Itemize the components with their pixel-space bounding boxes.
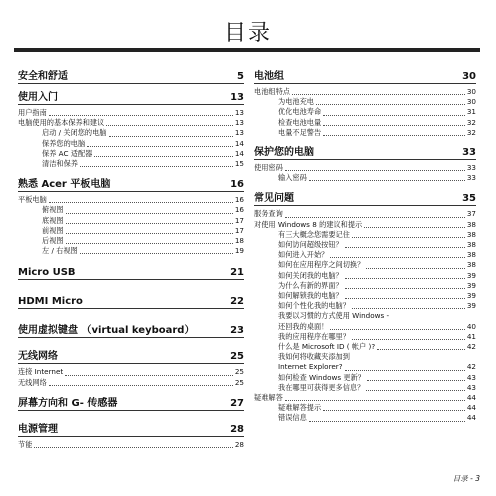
entry-page-number: 25 [234,377,244,387]
toc-entry[interactable] [18,128,244,138]
toc-section-heading[interactable] [254,146,476,160]
dot-leader [80,253,233,254]
entry-title: 底视图 [42,215,64,225]
dot-leader [352,237,465,238]
dot-leader [66,233,233,234]
dot-leader [345,298,465,299]
entry-page-number: 30 [466,97,476,107]
toc-entry[interactable] [18,149,244,159]
entry-page-number: 15 [234,159,244,169]
toc-entry[interactable] [254,230,476,240]
dot-leader [285,217,465,218]
entry-title: 为电池充电 [278,97,314,107]
section-page-number: 33 [462,147,476,159]
entry-title: 电量不足警告 [278,127,322,137]
entry-page-number: 38 [466,219,476,229]
entry-title: 使用密码 [254,163,283,173]
entry-title: 为什么有新的界面？ [278,280,343,290]
toc-entry[interactable] [18,440,244,450]
entry-title: 如何访问超级按钮？ [278,240,343,250]
toc-entry[interactable] [254,87,476,97]
toc-entry[interactable] [254,352,476,362]
toc-entry[interactable] [254,342,476,352]
toc-entry[interactable] [254,322,476,332]
toc-entry[interactable] [254,163,476,173]
section-page-number: 16 [230,179,244,191]
dot-leader [366,390,465,391]
dot-leader [34,447,232,448]
toc-entry[interactable] [18,226,244,236]
section-page-number: 30 [462,71,476,82]
toc-entry[interactable] [18,118,244,128]
toc-left-column [18,70,244,450]
section-page-number: 5 [237,71,244,82]
entry-title: 我在哪里可获得更多信息？ [278,382,365,392]
entry-page-number: 38 [466,240,476,250]
entry-title: 左 / 右视图 [42,246,78,256]
entry-title: 我如何将收藏夹添加到 [278,352,350,362]
entry-page-number: 38 [466,229,476,239]
dot-leader [49,202,233,203]
entry-title: Internet Explorer? [278,362,343,372]
entry-title: 俯视图 [42,205,64,215]
entry-title: 前视图 [42,225,64,235]
dot-leader [352,339,465,340]
toc-entry[interactable] [254,240,476,250]
toc-entry[interactable] [254,373,476,383]
entry-title: 电脑使用的基本保养和建议 [18,118,105,128]
entry-title: 如何个性化我的电脑？ [278,301,350,311]
toc-entry[interactable] [18,159,244,169]
dot-leader [367,380,465,381]
dot-leader [323,135,465,136]
toc-entry[interactable] [18,216,244,226]
dot-leader [309,180,465,181]
entry-title: 如何进入开始？ [278,250,329,260]
entry-title: 电池组特点 [254,87,290,96]
toc-entry[interactable] [254,97,476,107]
section-title: 熟悉 Acer 平板电脑 [18,179,111,191]
toc-section-heading[interactable] [18,178,244,192]
dot-leader [109,136,233,137]
entry-page-number: 19 [234,246,244,256]
dot-leader [345,288,465,289]
dot-leader [364,227,465,228]
toc-entry[interactable] [254,403,476,413]
dot-leader [66,243,233,244]
section-page-number: 28 [230,423,244,435]
section-title: 屏幕方向和 G- 传感器 [18,397,118,409]
toc-entry[interactable] [18,246,244,256]
entry-title: 检查电池电量 [278,117,322,127]
toc-section-heading[interactable] [18,91,244,105]
entry-title: 清洁和保养 [42,159,78,169]
toc-entry[interactable] [254,209,476,219]
section-page-number: 23 [230,325,244,337]
entry-page-number: 17 [234,225,244,235]
toc-entry[interactable] [18,139,244,149]
entry-page-number: 38 [466,250,476,260]
toc-entry[interactable] [18,205,244,215]
section-title: 常见问题 [254,193,294,205]
entry-page-number: 44 [466,393,476,403]
entry-title: 疑难解答 [254,393,283,403]
section-title: 电源管理 [18,423,58,435]
toc-entry[interactable] [254,383,476,393]
entry-title: 无线网络 [18,377,47,387]
entry-title: 服务查询 [254,209,283,219]
section-title: 保护您的电脑 [254,147,314,159]
entry-title: 如何检查 Windows 更新？ [278,372,365,382]
dot-leader [49,385,233,386]
entry-page-number: 31 [466,107,476,117]
entry-title: 启动 / 关闭您的电脑 [42,128,107,138]
toc-section-heading[interactable] [254,70,476,84]
dot-leader [106,125,233,126]
toc-entry[interactable] [254,250,476,260]
entry-title: 保养 AC 适配器 [42,148,93,158]
dot-leader [330,329,465,330]
dot-leader [345,370,465,371]
dot-leader [66,223,233,224]
entry-page-number: 32 [466,117,476,127]
entry-title: 平板电脑 [18,195,47,205]
entry-page-number: 39 [466,291,476,301]
section-page-number: 25 [230,351,244,363]
toc-entry[interactable] [254,362,476,372]
entry-page-number: 44 [466,403,476,413]
entry-title: 连接 Internet [18,367,64,377]
entry-title: 如何解锁我的电脑？ [278,291,343,301]
entry-title: 保养您的电脑 [42,138,86,148]
entry-page-number: 28 [234,439,244,449]
toc-section-heading[interactable] [254,192,476,206]
dot-leader [285,400,465,401]
dot-leader [87,146,233,147]
section-page-number: 35 [462,193,476,205]
entry-page-number: 14 [234,138,244,148]
toc-entry[interactable] [254,393,476,403]
dot-leader [49,115,233,116]
toc-entry[interactable] [18,378,244,388]
toc-entry[interactable] [18,108,244,118]
toc-entry[interactable] [254,107,476,117]
entry-page-number: 25 [234,367,244,377]
toc-entry[interactable] [254,301,476,311]
toc-entry[interactable] [254,311,476,321]
dot-leader [323,125,465,126]
entry-page-number: 30 [466,87,476,96]
entry-page-number: 39 [466,270,476,280]
dot-leader [285,170,465,171]
toc-entry[interactable] [18,195,244,205]
entry-page-number: 17 [234,215,244,225]
entry-title: 节能 [18,439,33,449]
entry-page-number: 13 [234,118,244,128]
entry-page-number: 33 [466,163,476,173]
entry-title: 什么是 Microsoft ID ( 帐户 )? [278,342,376,352]
entry-page-number: 40 [466,321,476,331]
dot-leader [377,349,465,350]
entry-title: 错误信息 [278,413,307,423]
dot-leader [65,375,233,376]
entry-title: 用户指南 [18,108,47,117]
entry-title: 对使用 Windows 8 的建议和提示 [254,219,363,229]
page-footer: 目录 - 3 [452,474,480,483]
toc-entry[interactable] [254,291,476,301]
toc-entry[interactable] [254,413,476,423]
section-title: 使用虚拟键盘 （virtual keyboard） [18,325,195,337]
toc-section-heading[interactable] [18,70,244,84]
entry-page-number: 38 [466,260,476,270]
entry-page-number: 39 [466,280,476,290]
section-title: 电池组 [254,71,284,82]
toc-section-heading[interactable] [18,350,244,364]
entry-page-number: 43 [466,372,476,382]
toc-section-heading[interactable] [18,295,244,309]
dot-leader [309,421,465,422]
entry-title: 疑难解答提示 [278,403,322,413]
toc-entry[interactable] [18,236,244,246]
toc-entry[interactable] [254,332,476,342]
entry-page-number: 14 [234,148,244,158]
toc-entry[interactable] [254,271,476,281]
section-title: HDMI Micro [18,296,83,308]
section-page-number: 13 [230,92,244,103]
dot-leader [323,410,465,411]
toc-entry[interactable] [254,281,476,291]
entry-title: 我要以习惯的方式使用 Windows - [278,311,390,321]
toc-entry[interactable] [254,220,476,230]
entry-page-number: 44 [466,413,476,423]
section-title: 无线网络 [18,351,58,363]
section-title: 安全和舒适 [18,71,68,82]
toc-entry[interactable] [18,367,244,377]
entry-page-number: 18 [234,236,244,246]
section-title: 使用入门 [18,92,58,103]
dot-leader [352,308,465,309]
dot-leader [330,257,465,258]
section-title: Micro USB [18,267,76,279]
toc-section-heading[interactable] [18,423,244,437]
dot-leader [366,268,465,269]
entry-page-number: 13 [234,108,244,117]
dot-leader [66,213,233,214]
entry-title: 我的应用程序在哪里？ [278,331,350,341]
entry-page-number: 16 [234,195,244,205]
entry-title: 如何关闭我的电脑？ [278,270,343,280]
entry-title: 有三大概念您需要记住 [278,229,350,239]
entry-title: 还回我的桌面！ [278,321,329,331]
dot-leader [316,104,465,105]
entry-title: 后视图 [42,236,64,246]
entry-page-number: 37 [466,209,476,219]
section-page-number: 22 [230,296,244,308]
entry-page-number: 42 [466,342,476,352]
section-page-number: 27 [230,397,244,409]
dot-leader [94,156,233,157]
entry-page-number: 41 [466,331,476,341]
entry-page-number: 13 [234,128,244,138]
entry-page-number: 33 [466,173,476,183]
dot-leader [292,94,465,95]
page-title: 目录 [223,21,272,46]
dot-leader [345,247,465,248]
entry-page-number: 32 [466,127,476,137]
section-page-number: 21 [230,267,244,279]
entry-title: 优化电池寿命 [278,107,322,117]
toc-entry[interactable] [254,118,476,128]
dot-leader [80,166,233,167]
entry-page-number: 42 [466,362,476,372]
title-rule [14,48,480,52]
toc-right-column [254,70,476,424]
entry-page-number: 39 [466,301,476,311]
toc-entry[interactable] [254,260,476,270]
toc-section-heading[interactable] [18,266,244,280]
entry-page-number: 43 [466,382,476,392]
entry-title: 输入密码 [278,173,307,183]
toc-section-heading[interactable] [18,324,244,338]
toc-entry[interactable] [254,173,476,183]
entry-title: 如何在应用程序之间切换？ [278,260,365,270]
dot-leader [323,115,465,116]
toc-section-heading[interactable] [18,397,244,411]
dot-leader [345,278,465,279]
entry-page-number: 16 [234,205,244,215]
toc-entry[interactable] [254,128,476,138]
